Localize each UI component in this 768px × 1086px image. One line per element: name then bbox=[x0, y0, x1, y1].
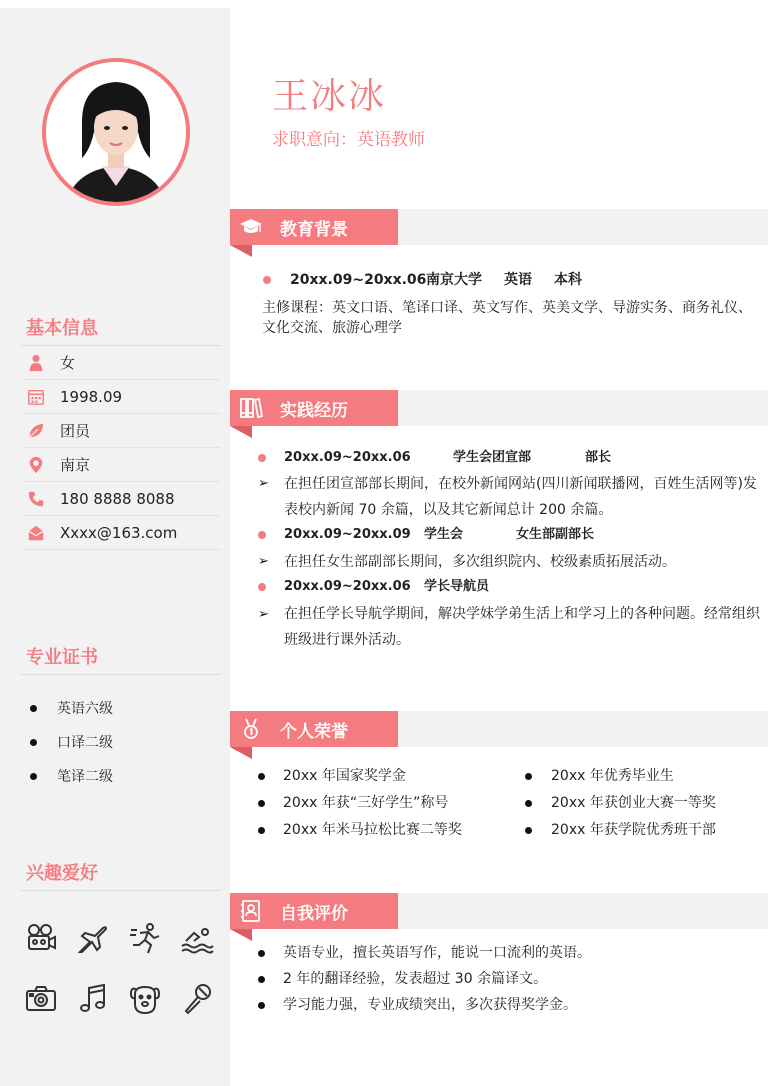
divider bbox=[20, 890, 221, 891]
bullet bbox=[258, 1002, 265, 1009]
honor-item: 20xx 年国家奖学金 bbox=[283, 768, 406, 784]
books-icon bbox=[238, 395, 264, 421]
avatar bbox=[42, 58, 190, 206]
honor-item: 20xx 年获创业大赛一等奖 bbox=[551, 795, 716, 811]
edu-period: 20xx.09~20xx.06 bbox=[290, 272, 427, 288]
info-birth bbox=[22, 380, 221, 414]
dog-icon bbox=[128, 982, 162, 1016]
info-politics bbox=[22, 414, 221, 448]
edu-major: 英语 bbox=[504, 272, 532, 288]
self-item: 学习能力强，专业成绩突出，多次获得奖学金。 bbox=[283, 997, 577, 1013]
education-header bbox=[230, 209, 398, 245]
graduation-cap-icon bbox=[238, 214, 264, 240]
contact-card-icon bbox=[238, 898, 264, 924]
edu-school: 南京大学 bbox=[426, 272, 482, 288]
practice-desc: 在担任团宣部部长期间，在校外新闻网站(四川新闻联播网，百姓生活网等)发 bbox=[284, 476, 757, 492]
practice-period: 20xx.09~20xx.06 bbox=[284, 579, 411, 594]
honor-item: 20xx 年米马拉松比赛二等奖 bbox=[283, 822, 462, 838]
bullet bbox=[258, 976, 265, 983]
ribbon-fold bbox=[230, 245, 252, 257]
cert-title: 专业证书 bbox=[26, 647, 98, 668]
divider bbox=[20, 674, 221, 675]
job-intent: 求职意向：英语教师 bbox=[272, 130, 425, 150]
practice-desc: 班级进行课外活动。 bbox=[284, 632, 410, 648]
swimming-icon bbox=[180, 922, 214, 956]
birth-text: 1998.09 bbox=[60, 387, 123, 406]
practice-org: 学长导航员 bbox=[424, 579, 490, 594]
airplane-icon bbox=[76, 922, 110, 956]
phone-icon bbox=[26, 489, 46, 509]
practice-period: 20xx.09~20xx.09 bbox=[284, 527, 411, 542]
mail-icon bbox=[26, 523, 46, 543]
music-note-icon bbox=[76, 982, 110, 1016]
self-header bbox=[230, 893, 398, 929]
practice-period: 20xx.09~20xx.06 bbox=[284, 450, 411, 465]
practice-role: 女生部副部长 bbox=[516, 527, 595, 542]
bullet bbox=[258, 531, 266, 539]
politics-text: 团员 bbox=[60, 422, 91, 440]
city-text: 南京 bbox=[60, 456, 91, 474]
info-email bbox=[22, 516, 221, 550]
practice-role: 部长 bbox=[585, 450, 612, 465]
arrow-bullet: ➢ bbox=[258, 554, 269, 569]
honor-item: 20xx 年获“三好学生”称号 bbox=[283, 795, 449, 811]
cert-item: 笔译二级 bbox=[30, 766, 113, 786]
location-pin-icon bbox=[26, 455, 46, 475]
edu-degree: 本科 bbox=[554, 272, 582, 288]
bullet bbox=[525, 800, 532, 807]
edu-courses: 主修课程：英文口语、笔译口译、英文写作、英美文学、导游实务、商务礼仪、 bbox=[262, 300, 752, 316]
self-title: 自我评价 bbox=[280, 903, 348, 924]
practice-desc: 在担任学长导航学期间，解决学妹学弟生活上和学习上的各种问题。经常组织 bbox=[284, 606, 760, 622]
bullet bbox=[525, 773, 532, 780]
honor-item: 20xx 年获学院优秀班干部 bbox=[551, 822, 716, 838]
practice-header bbox=[230, 390, 398, 426]
camera-icon bbox=[24, 982, 58, 1016]
honors-title: 个人荣誉 bbox=[280, 721, 348, 742]
honors-header bbox=[230, 711, 398, 747]
bullet bbox=[258, 950, 265, 957]
info-city bbox=[22, 448, 221, 482]
leaf-icon bbox=[26, 421, 46, 441]
practice-org: 学生会团宣部 bbox=[453, 450, 532, 465]
practice-desc: 表校内新闻 70 余篇，以及其它新闻总计 200 余篇。 bbox=[284, 502, 613, 518]
bullet bbox=[263, 276, 271, 284]
phone-text: 180 8888 8088 bbox=[60, 489, 175, 508]
hobby-title: 兴趣爱好 bbox=[26, 863, 98, 884]
ribbon-fold bbox=[230, 426, 252, 438]
self-item: 2 年的翻译经验，发表超过 30 余篇译文。 bbox=[283, 971, 548, 987]
person-icon bbox=[26, 353, 46, 373]
bullet bbox=[525, 827, 532, 834]
self-item: 英语专业，擅长英语写作，能说一口流利的英语。 bbox=[283, 945, 591, 961]
honor-item: 20xx 年优秀毕业生 bbox=[551, 768, 674, 784]
bullet bbox=[258, 583, 266, 591]
practice-title: 实践经历 bbox=[280, 400, 348, 421]
arrow-bullet: ➢ bbox=[258, 607, 269, 622]
medal-icon bbox=[238, 716, 264, 742]
info-gender bbox=[22, 346, 221, 380]
bullet bbox=[258, 773, 265, 780]
video-camera-icon bbox=[24, 922, 58, 956]
candidate-name: 王冰冰 bbox=[272, 76, 387, 117]
education-title: 教育背景 bbox=[280, 219, 348, 240]
practice-desc: 在担任女生部副部长期间，多次组织院内、校级素质拓展活动。 bbox=[284, 554, 676, 570]
bullet bbox=[258, 827, 265, 834]
cert-item: 英语六级 bbox=[30, 698, 113, 718]
basic-info-title: 基本信息 bbox=[26, 318, 98, 339]
gender-text: 女 bbox=[60, 354, 76, 372]
ribbon-fold bbox=[230, 747, 252, 759]
edu-courses: 文化交流、旅游心理学 bbox=[262, 320, 402, 336]
calendar-icon bbox=[26, 387, 46, 407]
cert-item: 口译二级 bbox=[30, 732, 113, 752]
practice-org: 学生会 bbox=[424, 527, 464, 542]
ribbon-fold bbox=[230, 929, 252, 941]
arrow-bullet: ➢ bbox=[258, 476, 269, 491]
bullet bbox=[258, 454, 266, 462]
email-text: Xxxx@163.com bbox=[60, 523, 178, 542]
running-icon bbox=[128, 922, 162, 956]
microphone-icon bbox=[180, 982, 214, 1016]
bullet bbox=[258, 800, 265, 807]
info-phone bbox=[22, 482, 221, 516]
